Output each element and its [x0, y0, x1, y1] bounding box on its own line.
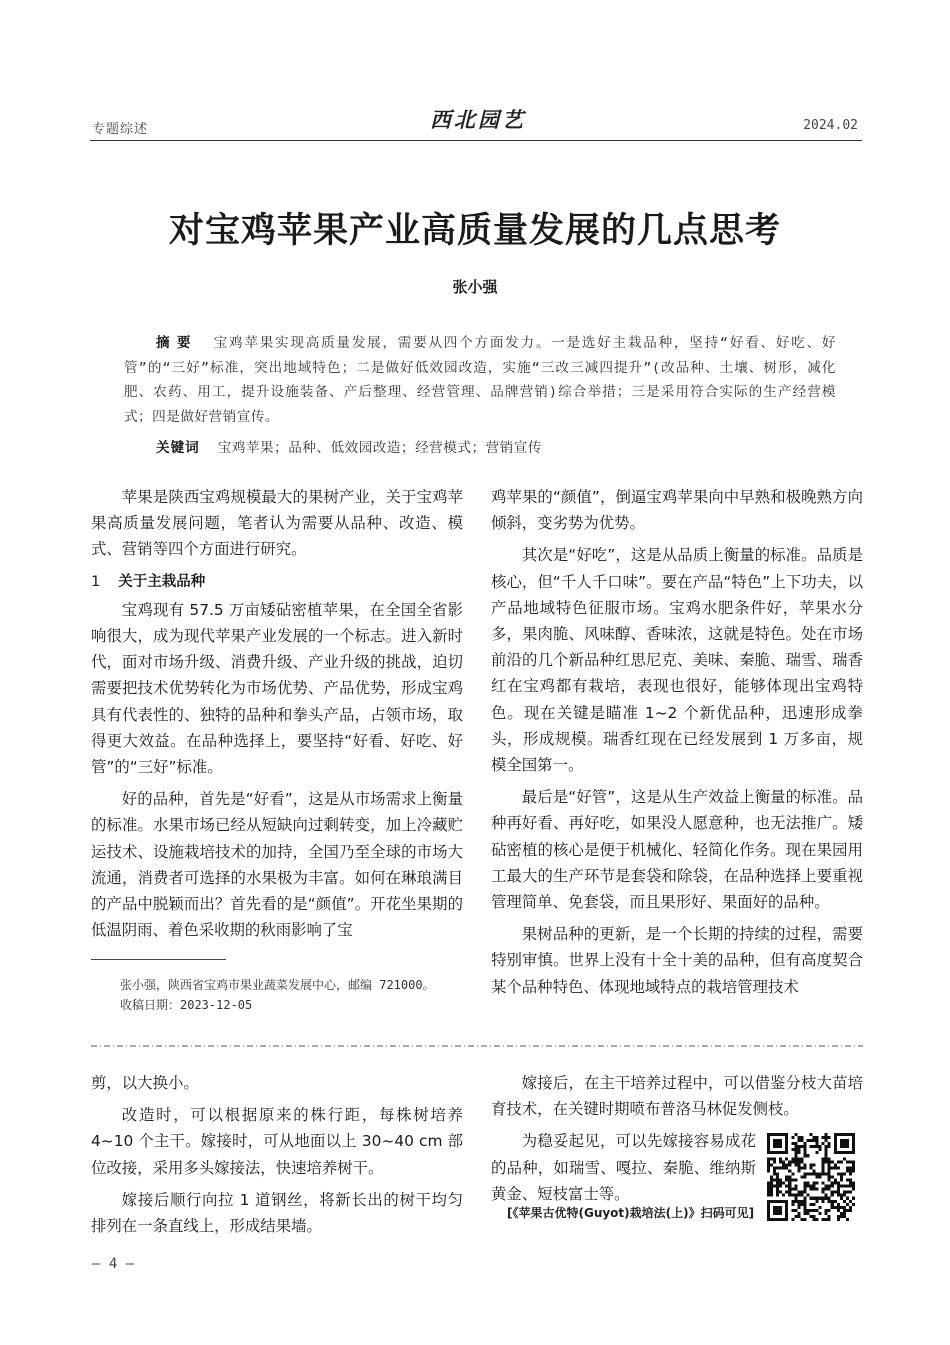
body-column-2 [491, 484, 863, 1006]
paragraph: 其次是“好吃”，这是从品质上衡量的标准。品质是核心，但“千人千口味”。要在产品“特色”上下功夫，以产品地域特色征服市场。宝鸡水肥条件好，苹果水分多，果肉脆、风味醇、香味浓，这就是特色。处在市场前沿的几个新品种红思尼克、美味、秦脆、瑞雪、瑞香红在宝鸡都有栽培，表现也很好，能够体现出宝鸡特色。现在关键是瞄准 1~2 个新优品种，迅速形成拳头，形成规模。瑞香红现在已经发展到 1 万多亩，规模全国第一。 [491, 546, 863, 775]
issue-label: 2024.02 [803, 118, 858, 133]
footnote-received-date: 收稿日期：2023-12-05 [120, 998, 253, 1012]
paragraph: 最后是“好管”，这是从生产效益上衡量的标准。品种再好看、再好吃，如果没人愿意种，也无法推广。矮砧密植的核心是便于机械化、轻简化作务。现在果园用工最大的生产环节是套袋和除袋，在品种选择上要重视管理简单、免套袋，而且果形好、果面好的品种。 [491, 788, 863, 912]
author-name: 张小强 [452, 278, 498, 296]
journal-logo: 西北园艺 [430, 107, 526, 132]
keywords [156, 436, 542, 456]
page-number: — 4 — [92, 1256, 135, 1272]
qr-caption: [《苹果古优特(Guyot)栽培法(上)》扫码可见] [507, 1206, 755, 1220]
section-label: 专题综述 [92, 122, 149, 137]
paragraph: 嫁接后顺行向拉 1 道钢丝，将新长出的树干均匀排列在一条直线上，形成结果墙。 [91, 1190, 463, 1236]
footnote-rule [91, 959, 226, 960]
keywords-label: 关键词 [156, 440, 200, 456]
body-column-3 [91, 1070, 463, 1245]
paragraph: 好的品种，首先是“好看”，这是从市场需求上衡量的标准。水果市场已经从短缺向过剩转变，加上冷藏贮运技术、设施栽培技术的加持，全国乃至全球的市场大流通，消费者可选择的水果极为丰富。如何在琳琅满目的产品中脱颖而出？首先看的是“颜值”。开花坐果期的低温阴雨、着色采收期的秋雨影响了宝 [91, 790, 463, 940]
paragraph: 改造时，可以根据原来的株行距，每株树培养 4~10 个主干。嫁接时，可从地面以上 30~40 cm 部位改接，采用多头嫁接法，快速培养树干。 [91, 1106, 463, 1177]
header-rule [90, 140, 862, 141]
keywords-text: 宝鸡苹果；品种、低效园改造；经营模式；营销宣传 [217, 440, 542, 456]
qr-code[interactable] [767, 1133, 855, 1221]
section-number: 1 [91, 573, 101, 590]
abstract-text: 宝鸡苹果实现高质量发展，需要从四个方面发力。一是选好主栽品种，坚持“好看、好吃、好管”的“三好”标准，突出地域特色；二是做好低效园改造，实施“三改三减四提升”(改品种、土壤、树形，减化肥、农药、用工，提升设施装备、产后整理、经营管理、品牌营销)综合举措；三是采用符合实际的生产经营模式；四是做好营销宣传。 [124, 335, 836, 425]
article-title: 对宝鸡苹果产业高质量发展的几点思考 [168, 211, 781, 251]
paragraph: 鸡苹果的“颜值”，倒逼宝鸡苹果向中早熟和极晚熟方向倾斜，变劣势为优势。 [491, 488, 863, 533]
footnote-affiliation: 张小强，陕西省宝鸡市果业蔬菜发展中心，邮编 721000。 [120, 978, 435, 992]
body-column-1 [91, 484, 463, 949]
continuation-separator [91, 1043, 863, 1049]
section-heading-text: 关于主栽品种 [118, 573, 206, 590]
paragraph: 宝鸡现有 57.5 万亩矮砧密植苹果，在全国全省影响很大，成为现代苹果产业发展的一个标志。进入新时代，面对市场升级、消费升级、产业升级的挑战，迫切需要把技术优势转化为市场优势、产品优势，形成宝鸡具有代表性的、独特的品种和拳头产品，占领市场，取得更大效益。在品种选择上，要坚持“好看、好吃、好管”的“三好”标准。 [91, 600, 463, 777]
paragraph: 剪，以大换小。 [91, 1074, 199, 1092]
paragraph: 嫁接后，在主干培养过程中，可以借鉴分枝大苗培育技术，在关键时期喷布普洛马林促发侧枝。 [491, 1074, 863, 1119]
paragraph: 苹果是陕西宝鸡规模最大的果树产业，关于宝鸡苹果高质量发展问题，笔者认为需要从品种、改造、模式、营销等四个方面进行研究。 [91, 488, 463, 559]
footnote [120, 975, 470, 1015]
paragraph: 果树品种的更新，是一个长期的持续的过程，需要特别审慎。世界上没有十全十美的品种，但有高度契合某个品种特色、体现地域特点的栽培管理技术 [491, 925, 863, 996]
section-heading-1 [91, 569, 463, 595]
abstract [124, 331, 836, 429]
abstract-label: 摘要 [156, 335, 198, 351]
paragraph: 为稳妥起见，可以先嫁接容易成花的品种，如瑞雪、嘎拉、秦脆、维纳斯黄金、短枝富士等。 [491, 1132, 756, 1203]
